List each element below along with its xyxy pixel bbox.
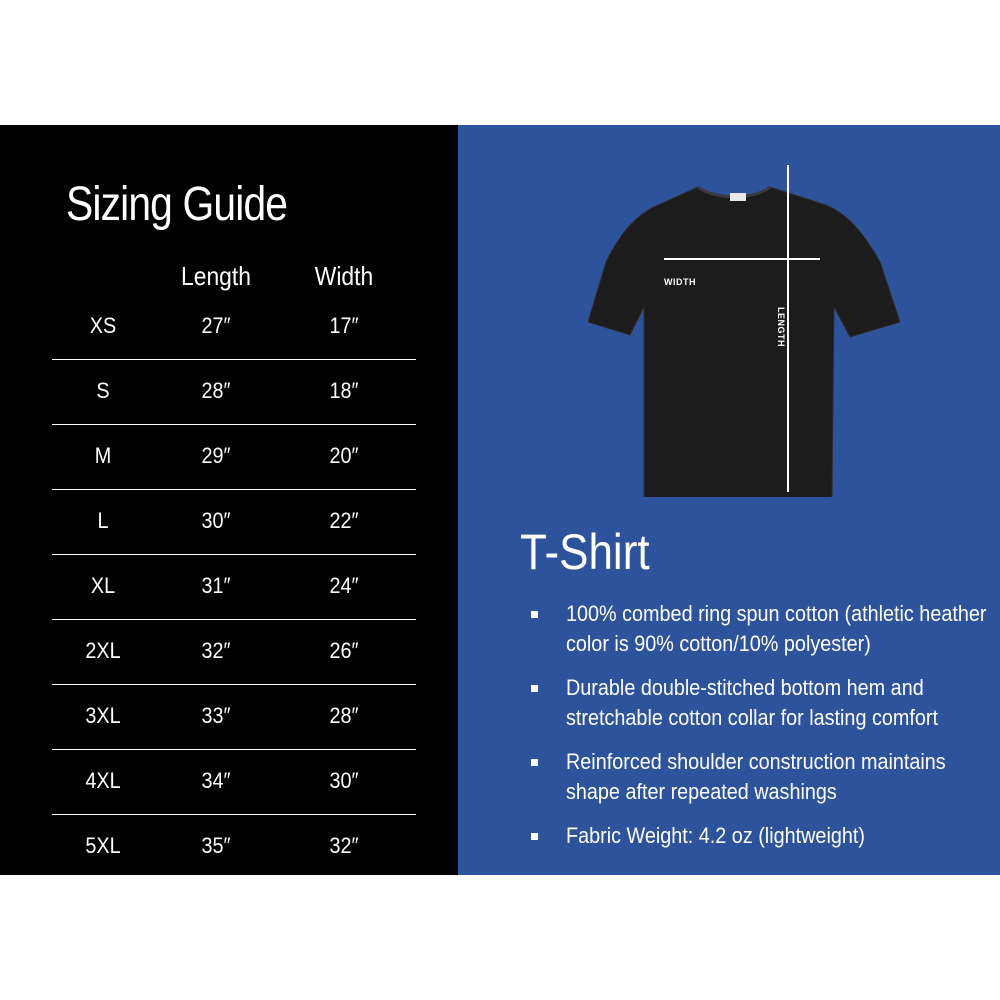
product-title: T-Shirt	[520, 524, 650, 580]
size-cell: XS	[89, 313, 117, 338]
table-row	[52, 360, 416, 425]
bullet-icon	[531, 685, 538, 692]
length-cell: 28″	[201, 378, 231, 403]
width-column-header: Width	[314, 261, 374, 291]
width-cell: 30″	[329, 768, 359, 793]
sizing-banner	[0, 125, 1000, 875]
length-column-header: Length	[181, 261, 251, 291]
table-row	[52, 490, 416, 555]
size-cell: XL	[90, 573, 116, 598]
list-item	[528, 673, 998, 733]
bullet-icon	[531, 759, 538, 766]
sizing-guide-panel	[0, 125, 458, 875]
table-row	[52, 620, 416, 685]
length-cell: 29″	[201, 443, 231, 468]
size-cell: 2XL	[85, 638, 121, 663]
feature-text: Reinforced shoulder construction maintains shape after repeated washings	[566, 749, 946, 804]
bullet-icon	[531, 611, 538, 618]
size-cell: 5XL	[85, 833, 121, 858]
size-cell: S	[96, 378, 110, 403]
width-cell: 17″	[329, 313, 359, 338]
table-row	[52, 425, 416, 490]
length-cell: 35″	[201, 833, 231, 858]
size-cell: 3XL	[85, 703, 121, 728]
feature-text: Durable double-stitched bottom hem and stretchable cotton collar for lasting comfort	[566, 675, 938, 730]
table-row	[52, 555, 416, 620]
width-cell: 26″	[329, 638, 359, 663]
width-cell: 32″	[329, 833, 359, 858]
length-cell: 33″	[201, 703, 231, 728]
size-cell: 4XL	[85, 768, 121, 793]
length-cell: 27″	[201, 313, 231, 338]
size-table	[52, 295, 416, 880]
length-cell: 32″	[201, 638, 231, 663]
width-cell: 18″	[329, 378, 359, 403]
feature-list	[528, 599, 998, 865]
width-cell: 22″	[329, 508, 359, 533]
list-item	[528, 599, 998, 659]
table-row	[52, 750, 416, 815]
tshirt-tag	[730, 193, 746, 201]
sizing-guide-title: Sizing Guide	[66, 178, 288, 231]
size-cell: L	[97, 508, 109, 533]
length-cell: 31″	[201, 573, 231, 598]
width-cell: 20″	[329, 443, 359, 468]
length-cell: 30″	[201, 508, 231, 533]
product-panel	[458, 125, 1000, 875]
tshirt-diagram	[588, 157, 908, 497]
table-row	[52, 815, 416, 880]
bullet-icon	[531, 833, 538, 840]
feature-text: Fabric Weight: 4.2 oz (lightweight)	[566, 823, 865, 848]
length-cell: 34″	[201, 768, 231, 793]
size-cell: M	[94, 443, 112, 468]
width-cell: 28″	[329, 703, 359, 728]
tshirt-image	[588, 157, 908, 497]
table-row	[52, 295, 416, 360]
list-item	[528, 821, 998, 851]
table-row	[52, 685, 416, 750]
feature-text: 100% combed ring spun cotton (athletic heather color is 90% cotton/10% polyester)	[566, 601, 987, 656]
width-diagram-label: WIDTH	[664, 277, 696, 287]
list-item	[528, 747, 998, 807]
width-cell: 24″	[329, 573, 359, 598]
length-diagram-label: LENGTH	[776, 307, 786, 347]
tshirt-shape	[588, 187, 900, 497]
